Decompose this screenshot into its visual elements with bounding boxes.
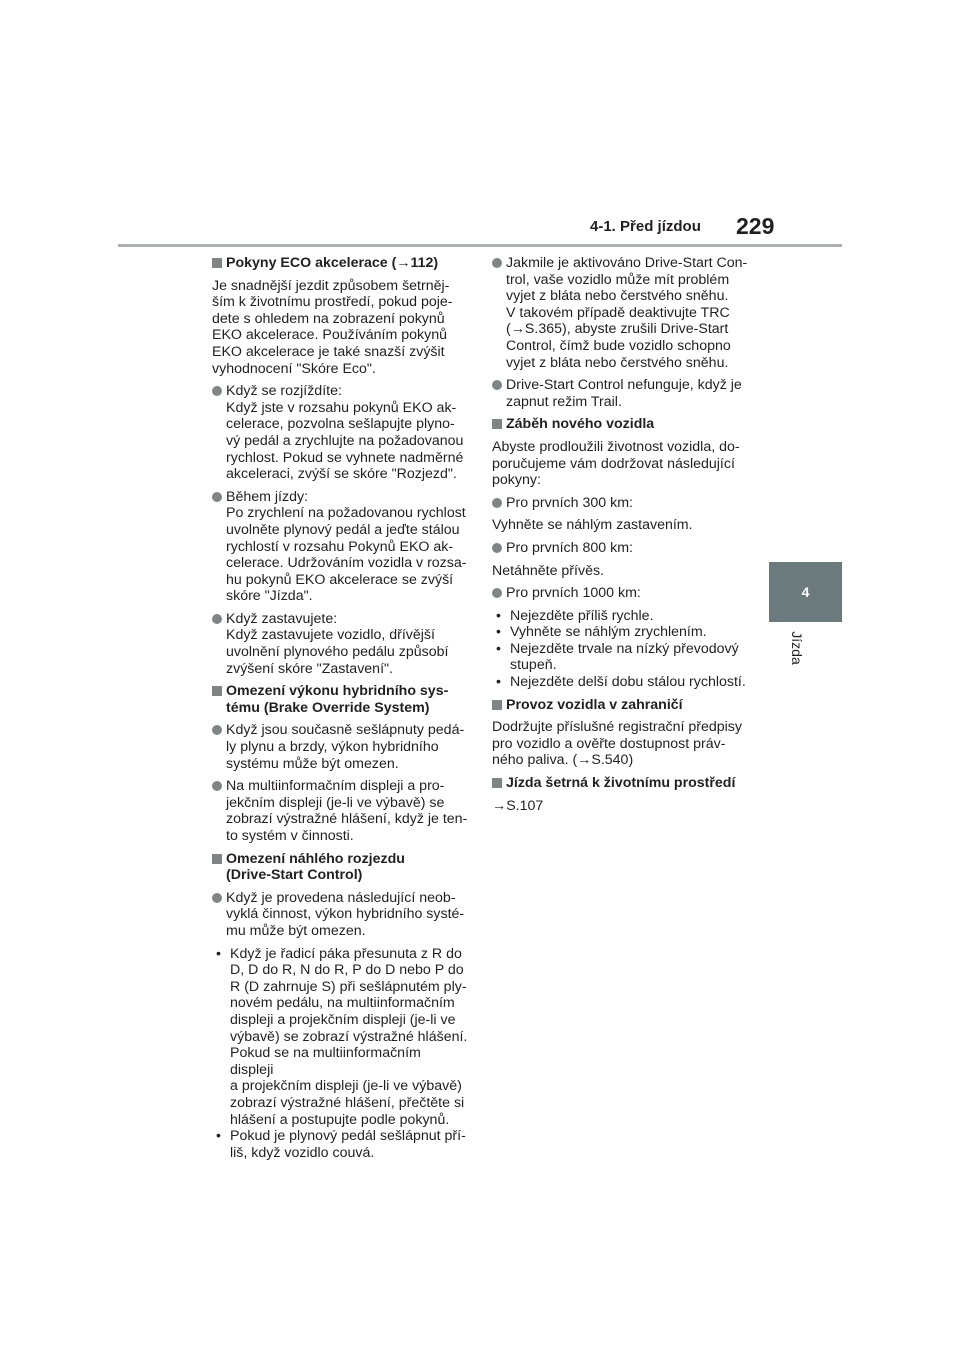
text-line: Když je provedena následující neob- <box>226 889 456 906</box>
text-line: zapnut režim Trail. <box>506 393 622 410</box>
text-line: R (D zahrnuje S) při sešlápnutém ply- <box>230 978 467 995</box>
text-line: poručujeme vám dodržovat následující <box>492 455 735 472</box>
text-line: • Vyhněte se náhlým zrychlením. <box>510 624 707 641</box>
text-line: celerace. Udržováním vozidla v rozsa- <box>226 555 467 572</box>
paragraph <box>492 517 748 534</box>
section-heading <box>492 697 748 714</box>
text-line: liš, když vozidlo couvá. <box>230 1144 375 1161</box>
text-line: vý pedál a zrychlujte na požadovanou <box>226 432 464 449</box>
text-line: Když zastavujete vozidlo, dřívější <box>226 627 435 644</box>
text-line: Abyste prodloužili životnost vozidla, do- <box>492 438 740 455</box>
dash-item <box>212 946 468 1129</box>
text-line: trol, vaše vozidlo může mít problém <box>506 271 730 288</box>
text-line: akceleraci, zvýší se skóre "Rozjezd". <box>226 466 457 483</box>
text-line: stupeň. <box>510 657 557 674</box>
bullet-item <box>492 540 748 557</box>
text-line: systému může být omezen. <box>226 755 399 772</box>
text-line: Záběh nového vozidla <box>506 416 655 433</box>
text-line: Pokyny ECO akcelerace (→112) <box>226 255 439 271</box>
text-line: Když zastavujete: <box>226 610 338 627</box>
text-line: Jakmile je aktivováno Drive-Start Con- <box>506 255 748 271</box>
bullet-item <box>492 255 748 371</box>
section-heading <box>212 255 468 272</box>
dash-item <box>492 608 748 625</box>
text-line: Omezení náhlého rozjezdu <box>226 850 405 867</box>
bullet-item <box>212 611 468 677</box>
text-line: Pro prvních 300 km: <box>506 494 633 511</box>
section-heading <box>212 851 468 884</box>
text-line: D, D do R, N do R, P do D nebo P do <box>230 962 464 979</box>
text-line: dete s ohledem na zobrazení pokynů <box>212 310 445 327</box>
dash-item <box>492 624 748 641</box>
text-line: • Nejezděte příliš rychle. <box>510 607 654 624</box>
bullet-item <box>212 489 468 605</box>
text-line: Když se rozjíždíte: <box>226 383 342 400</box>
bullet-item <box>212 722 468 772</box>
text-line: Je snadnější jezdit způsobem šetrněj- <box>212 277 450 294</box>
dash-item <box>492 641 748 674</box>
text-line: Jízda šetrná k životnímu prostředí <box>506 775 736 792</box>
paragraph <box>492 798 748 815</box>
text-line: novém pedálu, na multiinformačním <box>230 995 455 1012</box>
dash-item <box>492 674 748 691</box>
text-line: vyjet z bláta nebo čerstvého sněhu. <box>506 354 729 371</box>
text-line: ného paliva. (→S.540) <box>492 752 634 769</box>
text-line: vyklá činnost, výkon hybridního systé- <box>226 906 465 923</box>
text-line: Netáhněte přívěs. <box>492 562 604 579</box>
chapter-label: Jízda <box>789 631 805 665</box>
text-line: Když jste v rozsahu pokynů EKO ak- <box>226 399 457 416</box>
section-heading <box>492 775 748 792</box>
right-column <box>492 255 748 820</box>
text-line: jekčním displeji (je-li ve výbavě) se <box>226 794 445 811</box>
text-line: Pro prvních 800 km: <box>506 539 633 556</box>
bullet-item <box>212 890 468 940</box>
dash-item <box>212 1128 468 1161</box>
text-line: to systém v činnosti. <box>226 828 354 844</box>
section-title: 4-1. Před jízdou <box>590 218 701 235</box>
bullet-item <box>492 495 748 512</box>
text-line: Na multiinformačním displeji a pro- <box>226 778 445 795</box>
text-line: Pro prvních 1000 km: <box>506 585 641 602</box>
text-line: pokyny: <box>492 472 541 489</box>
chapter-number: 4 <box>801 584 810 600</box>
text-line: a projekčním displeji (je-li ve výbavě) <box>230 1078 462 1095</box>
text-line: Když jsou současně sešlápnuty pedá- <box>226 722 465 739</box>
text-line: rychlostí v rozsahu Pokynů EKO ak- <box>226 538 454 555</box>
text-line: uvolnění plynového pedálu způsobí <box>226 644 449 661</box>
text-line: (→S.365), abyste zrušili Drive-Start <box>506 321 729 338</box>
text-line: mu může být omezen. <box>226 922 366 939</box>
section-heading <box>492 416 748 433</box>
text-line: zvýšení skóre "Zastavení". <box>226 660 393 677</box>
text-line: Dodržujte příslušné registrační předpisy <box>492 719 742 736</box>
text-line: výbavě) se zobrazí výstražné hlášení. <box>230 1028 468 1045</box>
text-line: Provoz vozidla v zahraničí <box>506 696 683 713</box>
bullet-item <box>492 585 748 602</box>
text-line: Pokud se na multiinformačním displeji <box>230 1045 421 1078</box>
text-line: hlášení a postupujte podle pokynů. <box>230 1111 450 1128</box>
text-line: Control, čímž bude vozidlo schopno <box>506 337 731 354</box>
text-line: • Když je řadicí páka přesunuta z R do <box>230 945 462 962</box>
text-line: zobrazí výstražné hlášení, když je ten- <box>226 811 468 828</box>
paragraph <box>492 439 748 489</box>
text-line: Omezení výkonu hybridního sys- <box>226 683 449 700</box>
text-line: displeji a projekčním displeji (je-li ve <box>230 1011 456 1028</box>
text-line: pro vozidlo a ověřte dostupnost práv- <box>492 735 726 752</box>
text-line: uvolněte plynový pedál a jeďte stálou <box>226 521 460 538</box>
bullet-item <box>492 377 748 410</box>
text-line: →S.107 <box>492 797 544 814</box>
paragraph <box>492 719 748 769</box>
text-line: EKO akcelerace. Používáním pokynů <box>212 327 448 344</box>
paragraph <box>492 563 748 580</box>
text-line: skóre "Jízda". <box>226 588 313 605</box>
chapter-tab <box>769 562 842 622</box>
text-line: vyjet z bláta nebo čerstvého sněhu. <box>506 288 729 305</box>
header-divider <box>118 244 842 247</box>
text-line: zobrazí výstražné hlášení, přečtěte si <box>230 1094 465 1111</box>
text-line: Drive-Start Control nefunguje, když je <box>506 377 742 394</box>
page-number: 229 <box>736 213 775 239</box>
text-line: EKO akcelerace je také snazší zvýšit <box>212 343 445 360</box>
text-line: vyhodnocení "Skóre Eco". <box>212 360 376 377</box>
text-line: celerace, pozvolna sešlapujte plyno- <box>226 416 455 433</box>
text-line: • Nejezděte delší dobu stálou rychlostí. <box>510 674 746 691</box>
text-line: ším k životnímu prostředí, pokud poje- <box>212 294 453 311</box>
text-line: Vyhněte se náhlým zastavením. <box>492 517 693 534</box>
bullet-item <box>212 778 468 844</box>
text-line: ly plynu a brzdy, výkon hybridního <box>226 739 439 756</box>
section-heading <box>212 683 468 716</box>
text-line: Během jízdy: <box>226 488 309 505</box>
text-line: tému (Brake Override System) <box>226 699 430 716</box>
paragraph <box>212 278 468 378</box>
text-line: • Pokud je plynový pedál sešlápnut pří- <box>230 1128 466 1145</box>
bullet-item <box>212 383 468 483</box>
text-line: Po zrychlení na požadovanou rychlost <box>226 505 466 522</box>
text-line: (Drive-Start Control) <box>226 867 363 884</box>
text-line: V takovém případě deaktivujte TRC <box>506 304 730 321</box>
left-column <box>212 255 468 1167</box>
text-line: rychlost. Pokud se vyhnete nadměrné <box>226 449 464 466</box>
text-line: hu pokynů EKO akcelerace se zvýší <box>226 571 454 588</box>
text-line: • Nejezděte trvale na nízký převodový <box>510 640 739 657</box>
